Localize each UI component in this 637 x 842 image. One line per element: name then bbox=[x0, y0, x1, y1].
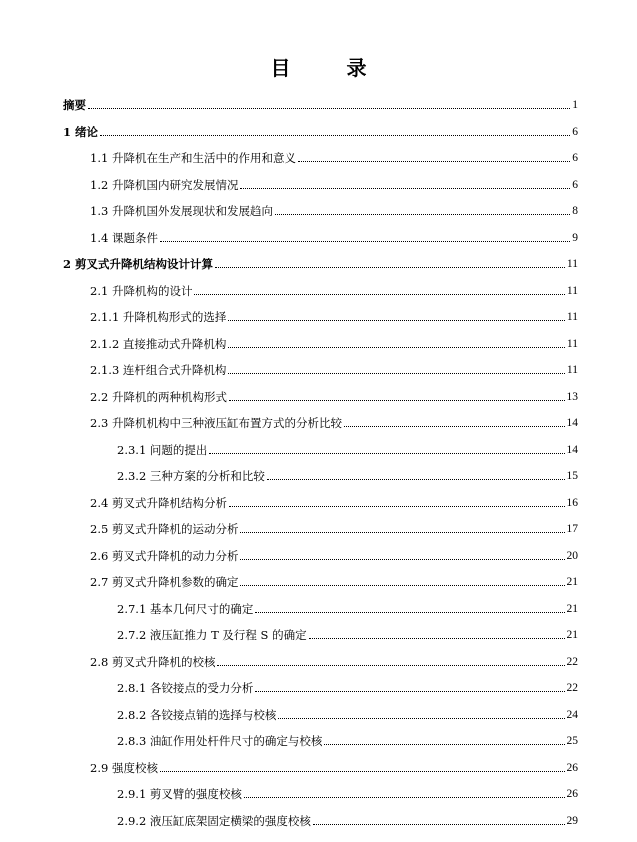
toc-entry-page-number: 14 bbox=[566, 444, 578, 456]
toc-entry-page-number: 21 bbox=[566, 603, 578, 615]
dot-leader bbox=[228, 347, 565, 348]
toc-entry-label: 1.4 课题条件 bbox=[90, 231, 158, 245]
toc-entry-label: 摘要 bbox=[63, 98, 86, 112]
toc-entry-page-number: 25 bbox=[566, 735, 578, 747]
toc-entry-label: 1 绪论 bbox=[63, 125, 99, 139]
toc-entry-page-number: 11 bbox=[566, 285, 578, 297]
toc-entry-page-number: 22 bbox=[566, 682, 578, 694]
dot-leader bbox=[229, 506, 565, 507]
toc-entry-page-number: 20 bbox=[566, 550, 578, 562]
toc-entry-page-number: 26 bbox=[566, 788, 578, 800]
dot-leader bbox=[100, 135, 570, 136]
toc-entry-page-number: 14 bbox=[566, 417, 578, 429]
toc-entry-label: 2.1 升降机构的设计 bbox=[90, 284, 193, 298]
toc-entry-page-number: 6 bbox=[572, 152, 578, 164]
toc-entry-page-number: 6 bbox=[572, 179, 578, 191]
toc-entry[interactable] bbox=[117, 439, 578, 457]
dot-leader bbox=[298, 161, 570, 162]
dot-leader bbox=[88, 108, 570, 109]
toc-entry-label: 2.9 强度校核 bbox=[90, 761, 158, 775]
dot-leader bbox=[215, 267, 565, 268]
dot-leader bbox=[267, 479, 565, 480]
toc-entry[interactable] bbox=[117, 730, 578, 748]
toc-entry[interactable] bbox=[90, 333, 578, 351]
toc-entry-label: 2.7.2 液压缸推力 T 及行程 S 的确定 bbox=[117, 628, 307, 642]
toc-entry[interactable] bbox=[90, 359, 578, 377]
toc-entry-page-number: 11 bbox=[566, 311, 578, 323]
toc-entry-label: 2.8.3 油缸作用处杆件尺寸的确定与校核 bbox=[117, 734, 323, 748]
toc-entry-page-number: 1 bbox=[572, 99, 578, 111]
toc-entry[interactable] bbox=[117, 783, 578, 801]
toc-entry-label: 2 剪叉式升降机结构设计计算 bbox=[63, 257, 214, 271]
toc-entry[interactable] bbox=[90, 571, 578, 589]
dot-leader bbox=[275, 214, 570, 215]
dot-leader bbox=[240, 585, 564, 586]
toc-entry-label: 2.7 剪叉式升降机参数的确定 bbox=[90, 575, 239, 589]
toc-entry-label: 2.3.1 问题的提出 bbox=[117, 443, 208, 457]
toc-entry-label: 2.1.2 直接推动式升降机构 bbox=[90, 337, 227, 351]
dot-leader bbox=[229, 400, 565, 401]
toc-entry[interactable] bbox=[90, 200, 578, 218]
toc-entry[interactable] bbox=[117, 624, 578, 642]
toc-entry-page-number: 21 bbox=[566, 629, 578, 641]
toc-title-first: 目 bbox=[270, 56, 291, 80]
toc-entry-label: 2.7.1 基本几何尺寸的确定 bbox=[117, 602, 254, 616]
toc-entry-label: 2.5 剪叉式升降机的运动分析 bbox=[90, 522, 239, 536]
toc-entry-page-number: 11 bbox=[566, 258, 578, 270]
toc-entry[interactable] bbox=[90, 412, 578, 430]
toc-entry[interactable] bbox=[117, 465, 578, 483]
dot-leader bbox=[324, 744, 564, 745]
toc-entry-label: 2.1.1 升降机构形式的选择 bbox=[90, 310, 227, 324]
dot-leader bbox=[278, 718, 564, 719]
toc-entry-page-number: 8 bbox=[572, 205, 578, 217]
toc-entry-label: 1.2 升降机国内研究发展情况 bbox=[90, 178, 239, 192]
toc-entry-page-number: 26 bbox=[566, 762, 578, 774]
dot-leader bbox=[255, 691, 564, 692]
toc-entry-label: 2.9.2 液压缸底架固定横梁的强度校核 bbox=[117, 814, 311, 828]
toc-entry-page-number: 13 bbox=[566, 391, 578, 403]
toc-entry-page-number: 16 bbox=[566, 497, 578, 509]
dot-leader bbox=[209, 453, 564, 454]
toc-entry-label: 1.1 升降机在生产和生活中的作用和意义 bbox=[90, 151, 296, 165]
toc-entry-page-number: 17 bbox=[566, 523, 578, 535]
dot-leader bbox=[309, 638, 565, 639]
toc-entry-page-number: 21 bbox=[566, 576, 578, 588]
dot-leader bbox=[344, 426, 565, 427]
dot-leader bbox=[244, 797, 565, 798]
toc-entry-page-number: 24 bbox=[566, 709, 578, 721]
toc-entry-label: 2.3.2 三种方案的分析和比较 bbox=[117, 469, 265, 483]
toc-entry-page-number: 15 bbox=[566, 470, 578, 482]
toc-title-second: 录 bbox=[346, 56, 367, 80]
dot-leader bbox=[160, 241, 570, 242]
toc-entry[interactable] bbox=[90, 651, 578, 669]
toc-entry[interactable] bbox=[63, 94, 578, 112]
dot-leader bbox=[194, 294, 564, 295]
toc-title bbox=[0, 52, 637, 82]
dot-leader bbox=[217, 665, 564, 666]
toc-entry-label: 2.2 升降机的两种机构形式 bbox=[90, 390, 227, 404]
toc-entry-label: 2.9.1 剪叉臂的强度校核 bbox=[117, 787, 242, 801]
toc-entry[interactable] bbox=[63, 253, 578, 271]
toc-entry-page-number: 22 bbox=[566, 656, 578, 668]
dot-leader bbox=[313, 824, 565, 825]
toc-entry[interactable] bbox=[90, 492, 578, 510]
toc-entry-page-number: 6 bbox=[572, 126, 578, 138]
toc-entry-label: 2.6 剪叉式升降机的动力分析 bbox=[90, 549, 239, 563]
toc-entry[interactable] bbox=[90, 757, 578, 775]
toc-entry[interactable] bbox=[90, 518, 578, 536]
toc-entry-page-number: 29 bbox=[566, 815, 578, 827]
toc-entry[interactable] bbox=[117, 677, 578, 695]
toc-entry[interactable] bbox=[63, 121, 578, 139]
dot-leader bbox=[255, 612, 564, 613]
dot-leader bbox=[228, 373, 565, 374]
dot-leader bbox=[228, 320, 565, 321]
dot-leader bbox=[160, 771, 565, 772]
toc-entry-page-number: 11 bbox=[566, 338, 578, 350]
toc-entry-page-number: 11 bbox=[566, 364, 578, 376]
toc-entry-label: 2.8 剪叉式升降机的校核 bbox=[90, 655, 216, 669]
toc-entry-label: 2.4 剪叉式升降机结构分析 bbox=[90, 496, 227, 510]
toc-entry-label: 2.8.2 各铰接点销的选择与校核 bbox=[117, 708, 277, 722]
toc-entry[interactable] bbox=[90, 386, 578, 404]
dot-leader bbox=[240, 532, 564, 533]
toc-entry[interactable] bbox=[117, 704, 578, 722]
toc-entry[interactable] bbox=[90, 306, 578, 324]
dot-leader bbox=[240, 559, 564, 560]
toc-entry[interactable] bbox=[90, 227, 578, 245]
toc-entry[interactable] bbox=[90, 545, 578, 563]
dot-leader bbox=[240, 188, 570, 189]
toc-entry-page-number: 9 bbox=[572, 232, 578, 244]
toc-entry-label: 2.1.3 连杆组合式升降机构 bbox=[90, 363, 227, 377]
toc-entry[interactable] bbox=[90, 147, 578, 165]
toc-entry[interactable] bbox=[90, 280, 578, 298]
toc-entry[interactable] bbox=[90, 174, 578, 192]
toc-entry-label: 2.8.1 各铰接点的受力分析 bbox=[117, 681, 254, 695]
toc-entry[interactable] bbox=[117, 810, 578, 828]
toc-entry-label: 1.3 升降机国外发展现状和发展趋向 bbox=[90, 204, 273, 218]
toc-entry-label: 2.3 升降机机构中三种液压缸布置方式的分析比较 bbox=[90, 416, 342, 430]
toc-entry[interactable] bbox=[117, 598, 578, 616]
